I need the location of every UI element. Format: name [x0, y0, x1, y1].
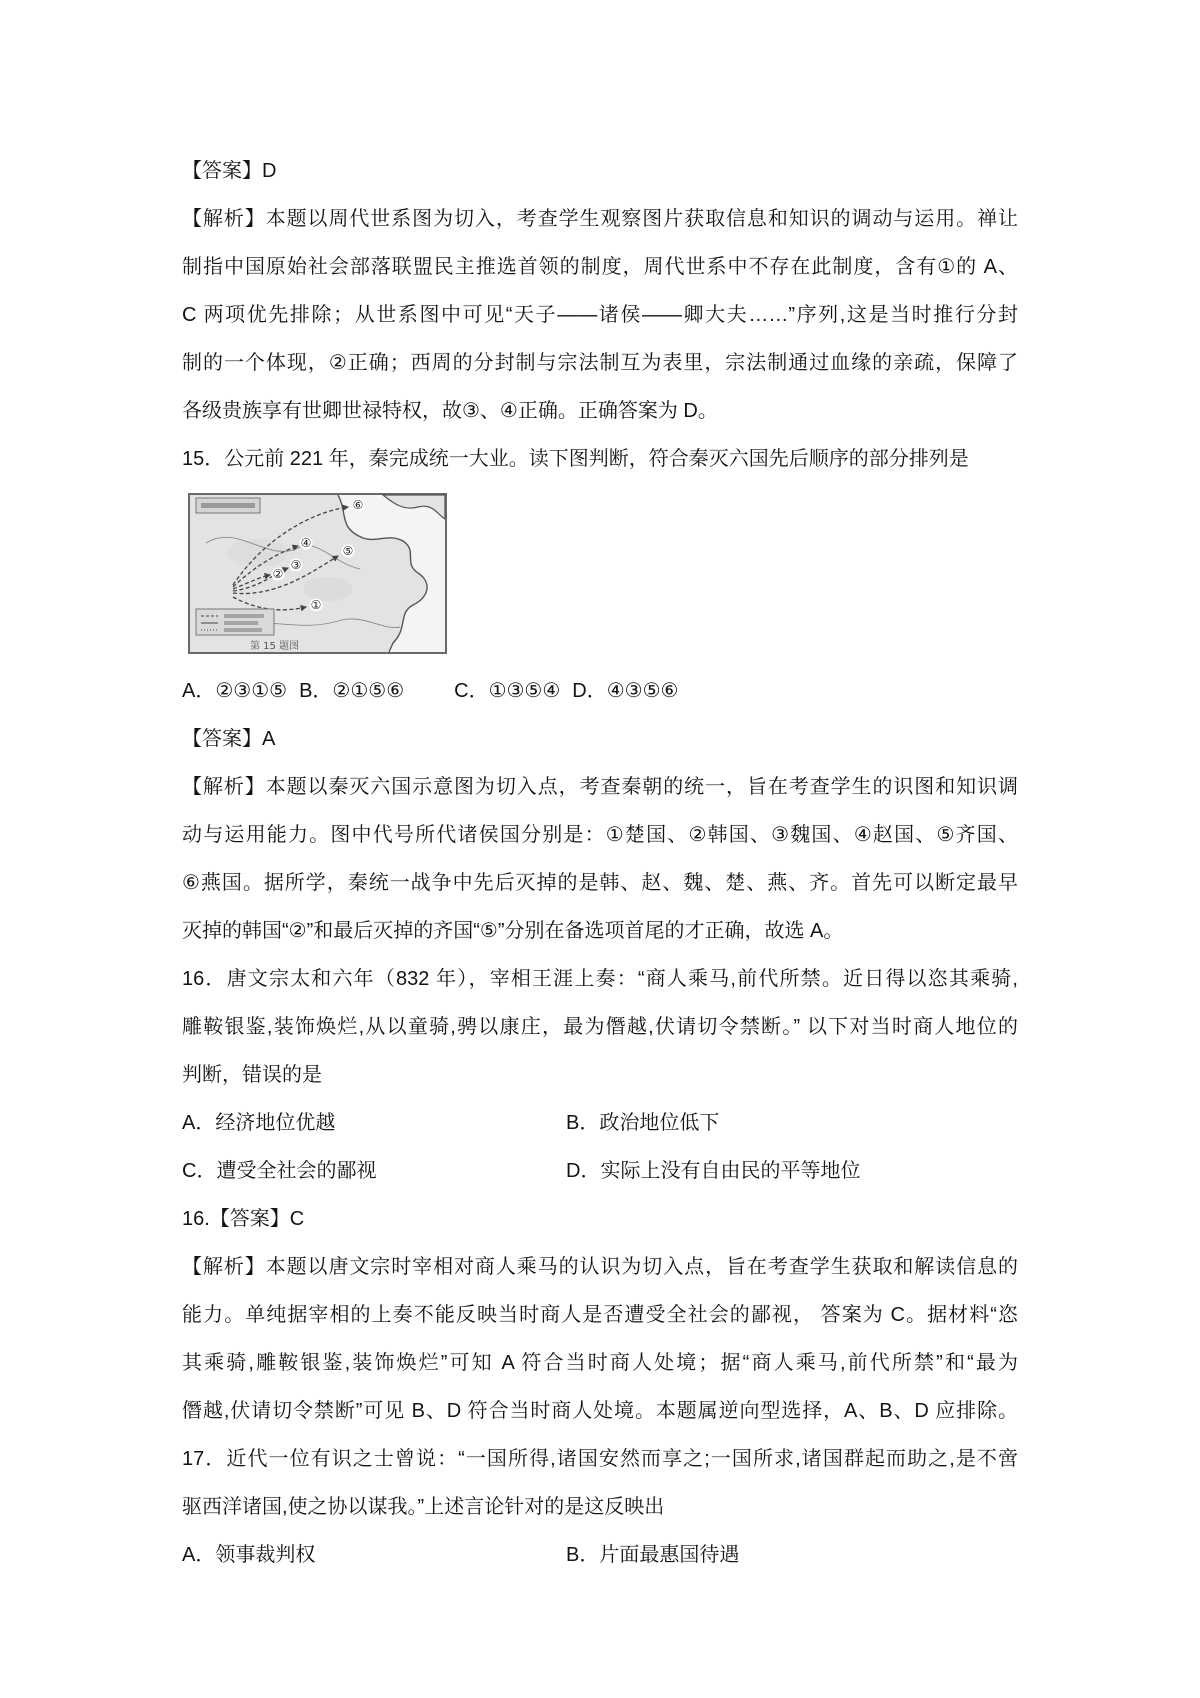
q16-option-a: A．经济地位优越 [182, 1112, 336, 1134]
q14-analysis-line: 【解析】本题以周代世系图为切入，考查学生观察图片获取信息和知识的调动与运用。禅让 [182, 208, 1018, 230]
q16-option-c: C．遭受全社会的鄙视 [182, 1160, 377, 1182]
map-marker: ⑥ [352, 498, 364, 512]
q15-stem: 15．公元前 221 年，秦完成统一大业。读下图判断，符合秦灭六国先后顺序的部分排列是 [182, 448, 969, 470]
q17-option-b: B．片面最惠国待遇 [566, 1544, 740, 1566]
map-title-box [196, 498, 260, 513]
q15-analysis-line: ⑥燕国。据所学，秦统一战争中先后灭掉的是韩、赵、魏、楚、燕、齐。首先可以断定最早 [182, 872, 1018, 894]
q15-option-a: A．②③①⑤ [182, 680, 288, 702]
map-caption: 第 15 题图 [250, 641, 300, 652]
q16-analysis-line: 【解析】本题以唐文宗时宰相对商人乘马的认识为切入点，旨在考查学生获取和解读信息的 [182, 1256, 1018, 1278]
map-legend-box [196, 609, 274, 635]
q15-option-b: B．②①⑤⑥ [299, 680, 405, 702]
map-marker: ② [272, 567, 284, 581]
q16-analysis-line: 其乘骑,雕鞍银鉴,装饰焕烂”可知 A 符合当时商人处境；据“商人乘马,前代所禁”和“最为 [182, 1352, 1018, 1374]
q15-analysis-line: 灭掉的韩国“②”和最后灭掉的齐国“⑤”分别在备选项首尾的才正确，故选 A。 [182, 920, 844, 942]
q14-analysis-line: C 两项优先排除；从世系图中可见“天子——诸侯——卿大夫……”序列,这是当时推行分封 [182, 304, 1018, 326]
q17-stem-line: 驱西洋诸国,使之协以谋我。”上述言论针对的是这反映出 [182, 1496, 665, 1518]
q16-option-d: D．实际上没有自由民的平等地位 [566, 1160, 861, 1182]
q14-analysis-line: 制指中国原始社会部落联盟民主推选首领的制度，周代世系中不存在此制度，含有①的 A、 [182, 256, 1018, 278]
q16-answer: 16.【答案】C [182, 1208, 305, 1230]
q16-stem-line: 判断，错误的是 [182, 1064, 322, 1086]
q14-analysis-line: 制的一个体现，②正确；西周的分封制与宗法制互为表里，宗法制通过血缘的亲疏，保障了 [182, 352, 1018, 374]
q14-analysis-line: 各级贵族享有世卿世禄特权，故③、④正确。正确答案为 D。 [182, 400, 718, 422]
map-marker: ④ [300, 536, 312, 550]
q15-answer: 【答案】A [182, 728, 276, 750]
q14-answer: 【答案】D [182, 160, 277, 182]
q16-option-b: B．政治地位低下 [566, 1112, 720, 1134]
q17-option-a: A．领事裁判权 [182, 1544, 316, 1566]
q16-analysis-line: 僭越,伏请切令禁断”可见 B、D 符合当时商人处境。本题属逆向型选择，A、B、D 应排除。 [182, 1400, 1018, 1422]
q15-map-figure [188, 493, 447, 654]
q17-stem-line: 17．近代一位有识之士曾说：“一国所得,诸国安然而享之;一国所求,诸国群起而助之,是不啻 [182, 1448, 1018, 1470]
q16-stem-line: 雕鞍银鉴,装饰焕烂,从以童骑,骋以康庄，最为僭越,伏请切令禁断。” 以下对当时商人地位的 [182, 1016, 1018, 1038]
q16-stem-line: 16．唐文宗太和六年（832 年），宰相王涯上奏：“商人乘马,前代所禁。近日得以恣其乘骑, [182, 968, 1018, 990]
q15-analysis-line: 动与运用能力。图中代号所代诸侯国分别是：①楚国、②韩国、③魏国、④赵国、⑤齐国、 [182, 824, 1018, 846]
map-marker: ⑤ [342, 544, 354, 558]
map-marker: ① [310, 598, 322, 612]
q15-options [182, 677, 1018, 705]
q15-option-c: C．①③⑤④ [454, 680, 561, 702]
q16-analysis-line: 能力。单纯据宰相的上奏不能反映当时商人是否遭受全社会的鄙视， 答案为 C。据材料“恣 [182, 1304, 1018, 1326]
map-marker: ③ [290, 558, 302, 572]
q15-option-d: D．④③⑤⑥ [572, 680, 679, 702]
q15-analysis-line: 【解析】本题以秦灭六国示意图为切入点，考查秦朝的统一，旨在考查学生的识图和知识调 [182, 776, 1018, 798]
